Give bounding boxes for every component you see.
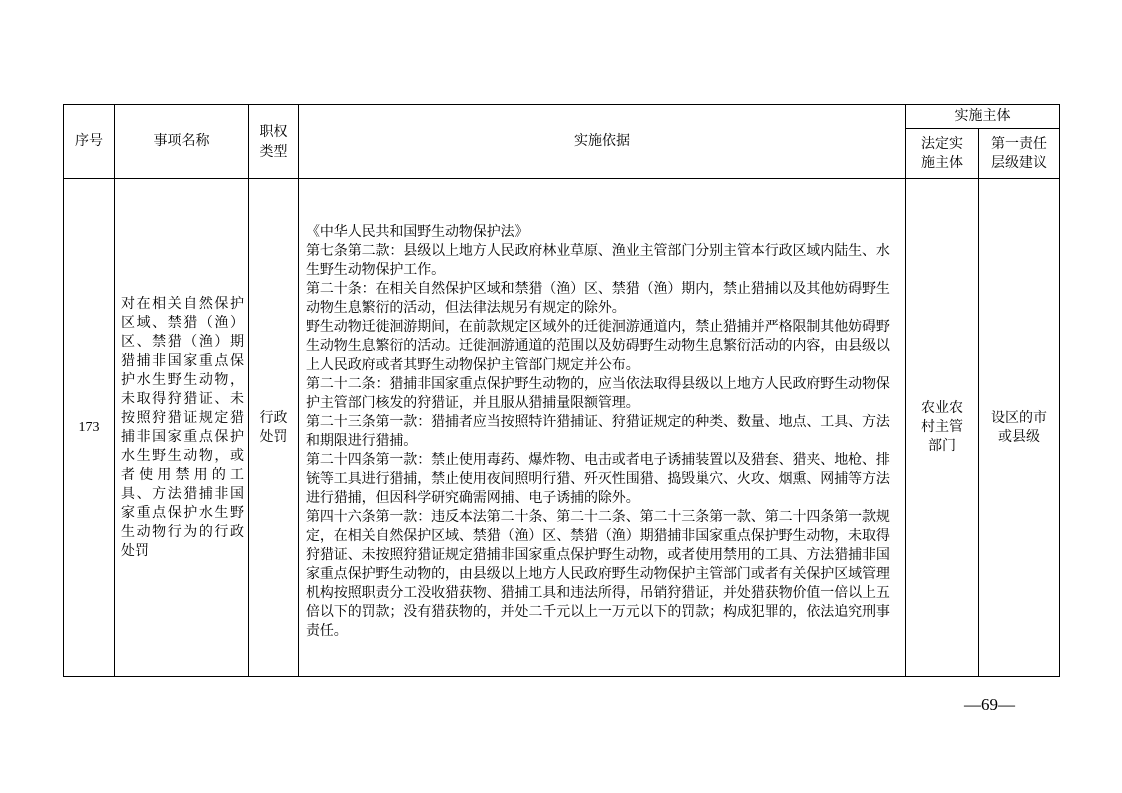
table-row: [64, 179, 1060, 677]
row-legal-subject: [906, 179, 979, 677]
header-basis: 实施依据: [299, 105, 906, 179]
header-type: [249, 105, 299, 179]
header-type-text: 职权类型: [259, 123, 288, 160]
basis-paragraph: 第二十条：在相关自然保护区域和禁猎（渔）区、禁猎（渔）期内，禁止猎捕以及其他妨碍野生动物生息繁衍的活动，但法律法规另有规定的除外。: [306, 281, 890, 316]
basis-paragraph: 第七条第二款：县级以上地方人民政府林业草原、渔业主管部门分别主管本行政区域内陆生、水生野生动物保护工作。: [306, 243, 890, 278]
header-first-level: [979, 129, 1060, 179]
basis-paragraph: 第二十二条：猎捕非国家重点保护野生动物的，应当依法取得县级以上地方人民政府野生动物保护主管部门核发的狩猎证，并且服从猎捕量限额管理。: [306, 376, 890, 411]
header-subject: 实施主体: [906, 105, 1060, 129]
row-basis: [299, 179, 906, 677]
row-seq: 173: [64, 179, 115, 677]
row-type-text: 行政处罚: [259, 409, 288, 445]
row-first-level: [979, 179, 1060, 677]
header-first-level-text: 第一责任层级建议: [991, 135, 1047, 171]
row-first-level-text: 设区的市或县级: [991, 409, 1047, 445]
row-legal-subject-text: 农业农村主管部门: [921, 400, 963, 454]
header-name: 事项名称: [115, 105, 249, 179]
basis-paragraph: 野生动物迁徙洄游期间，在前款规定区域外的迁徙洄游通道内，禁止猎捕并严格限制其他妨碍野生动物生息繁衍的活动。迁徙洄游通道的范围以及妨碍野生动物生息繁衍活动的内容，由县级以上人民政府或者其野生动物保护主管部门规定并公布。: [306, 319, 890, 373]
header-seq: 序号: [64, 105, 115, 179]
basis-paragraph: 第二十四条第一款：禁止使用毒药、爆炸物、电击或者电子诱捕装置以及猎套、猎夹、地枪、排铳等工具进行猎捕，禁止使用夜间照明行猎、歼灭性围猎、捣毁巢穴、火攻、烟熏、网捕等方法进行猎捕，但因科学研究确需网捕、电子诱捕的除外。: [306, 452, 890, 506]
row-type: [249, 179, 299, 677]
header-legal-subject: [906, 129, 979, 179]
header-legal-subject-text: 法定实施主体: [921, 135, 963, 171]
page-number: —69—: [964, 695, 1015, 714]
basis-paragraph: 《中华人民共和国野生动物保护法》: [306, 224, 529, 240]
authority-table: [63, 104, 1060, 677]
row-name: 对在相关自然保护区域、禁猎（渔）区、禁猎（渔）期猎捕非国家重点保护水生野生动物，未取得狩猎证、未按照狩猎证规定猎捕非国家重点保护水生野生动物，或者使用禁用的工具、方法猎捕非国家重点保护水生野生动物行为的行政处罚: [115, 179, 249, 677]
basis-paragraph: 第二十三条第一款：猎捕者应当按照特许猎捕证、狩猎证规定的种类、数量、地点、工具、方法和期限进行猎捕。: [306, 414, 890, 449]
basis-paragraph: 第四十六条第一款：违反本法第二十条、第二十二条、第二十三条第一款、第二十四条第一款规定，在相关自然保护区域、禁猎（渔）区、禁猎（渔）期猎捕非国家重点保护野生动物，未取得狩猎证、未按照狩猎证规定猎捕非国家重点保护野生动物，或者使用禁用的工具、方法猎捕非国家重点保护野生动物的，由县级以上地方人民政府野生动物保护主管部门或者有关保护区域管理机构按照职责分工没收猎获物、猎捕工具和违法所得，吊销狩猎证，并处猎获物价值一倍以上五倍以下的罚款；没有猎获物的，并处二千元以上一万元以下的罚款；构成犯罪的，依法追究刑事责任。: [306, 509, 890, 639]
